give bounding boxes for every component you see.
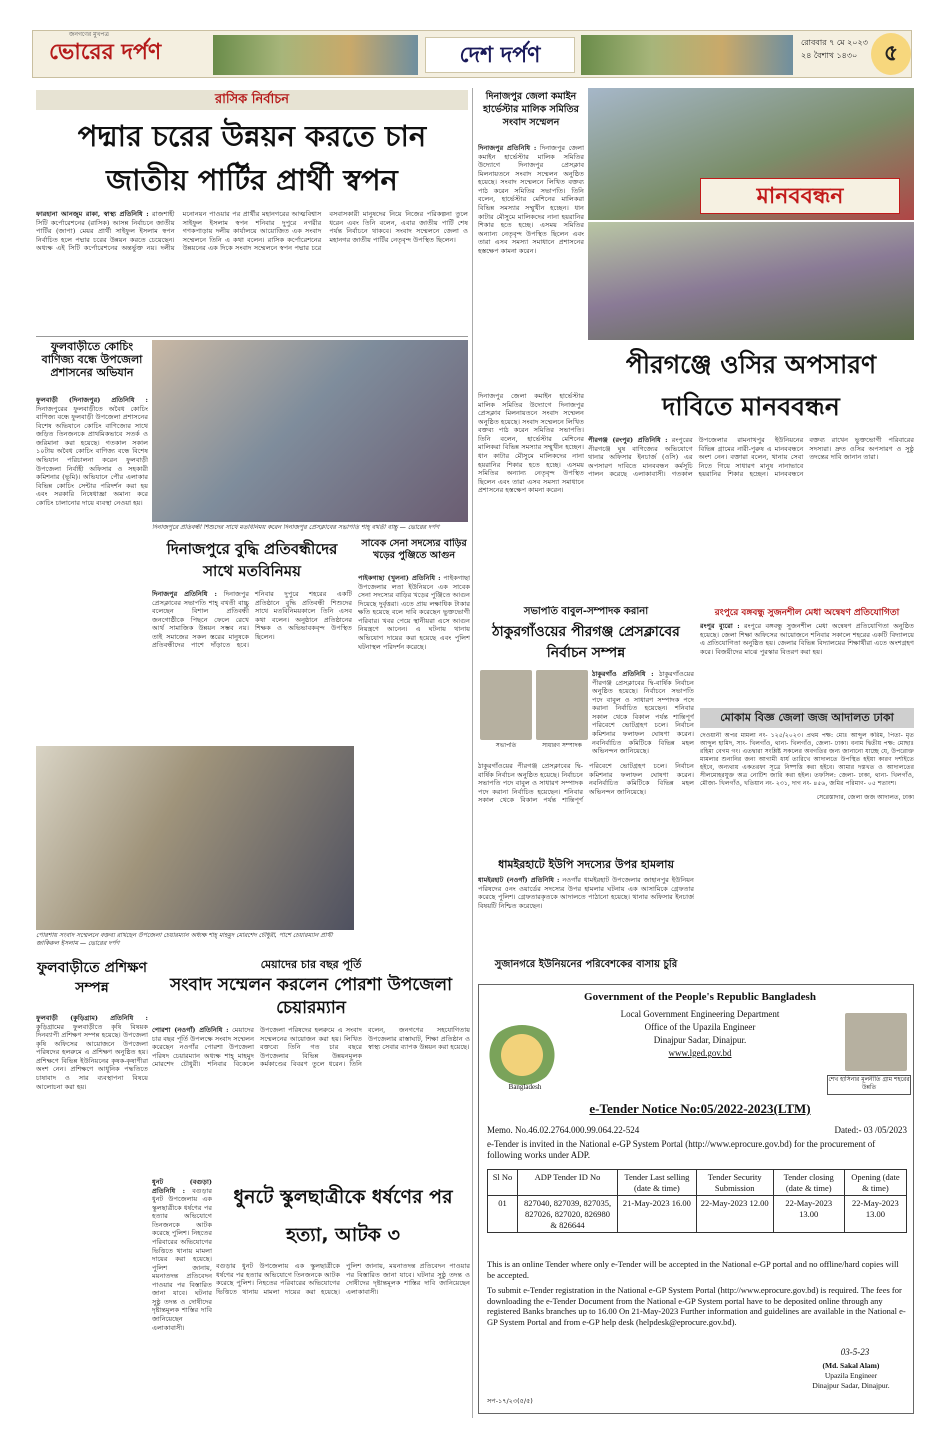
- cell-opening: 22-May-2023 13.00: [844, 1196, 906, 1233]
- lead-body-text: রাজশাহী সিটি কর্পোরেশনের (রাসিক) আসন্ন নির্বাচনে জাতীয় পার্টির (জাপা) মেয়র প্রার্থী সাইফুল ইসলাম স্বপন নির্বাচিত হলে পদ্মার চরের উন্নয়ন করতে চেয়েছেন। অধ্যক্ষ এই সিটি কর্পোরেশনের অন্তর্ভুক্ত নয়। দলীয় মনোনয়ন পাওয়ার পর প্রার্থীর মহানগরের আত্মবিশ্বাস সাইফুল ইসলাম স্বপন শনিবার দুপুরে নগরীর গণকপাড়ায় দলীয় কার্যালয়ে আয়োজিত এক সংবাদ সম্মেলনে তিনি এ কথা বলেন। রাসিক কর্পোরেশনের উন্নয়নের এক দিকে সংবাদ সম্মেলনে স্বপন পদ্মার চরে বসবাসকারী মানুষদের নিয়ে নিজের পরিকল্পনা তুলে ধরেন এবং তিনি বলেন, এবার জাতীয় পার্টি শেষ পর্যন্ত নির্বাচনে থাকবে। সংবাদ সম্মেলনে জেলা ও মহানগর জাতীয় পার্টির নেতৃবৃন্দ উপস্থিত ছিলেন।: [36, 210, 468, 253]
- cell-ids: 827040, 827039, 827035, 827026, 827020, 826980 & 826644: [518, 1196, 618, 1233]
- pirganj-text: রংপুরের পীরগঞ্জে ঘুষ বাণিজ্যের অভিযোগে থানার অফিসার ইনচার্জ (ওসি) এর অপসারণ দাবিতে মানববন্ধন কর্মসূচি পালন করেছে এলাকাবাসী। গতকাল উপজেলার রামনাথপুর ইউনিয়নের বিভিন্ন গ্রামের নারী-পুরুষ এ মানববন্ধনে অংশ নেন। বক্তারা বলেন, থানায় সেবা নিতে গিয়ে সাধারণ মানুষ নানাভাবে হয়রানির শিকার হচ্ছেন। মানববন্ধনে বক্তব্য রাখেন ভুক্তভোগী পরিবারের সদস্যরা। দ্রুত ওসির অপসারণ ও সুষ্ঠু তদন্তের দাবি জানান তারা।: [588, 436, 914, 479]
- disabled-photo-caption: দিনাজপুরে প্রতিবন্ধী শিশুদের সাথে মতবিনিময় করেন দিনাজপুর প্রেসক্লাবের সভাপতি শাহ্ বখতী বাচ্চু — ভোরের দর্পণ: [152, 524, 440, 531]
- signature-title: Upazila Engineer: [824, 1371, 878, 1380]
- president-label: সভাপতি: [495, 742, 517, 749]
- tender-title: e-Tender Notice No:05/2022-2023(LTM): [589, 1101, 811, 1116]
- dhamoirhat-body: [478, 876, 694, 952]
- fulbari-training-headline: ফুলবাড়ীতে প্রশিক্ষণ সম্পন্ন: [36, 960, 148, 996]
- pressclub-text: ঠাকুরগাঁওয়ের পীরগঞ্জ প্রেসক্লাবের দ্বি-বার্ষিক নির্বাচন অনুষ্ঠিত হয়েছে। নির্বাচনে সভাপতি পদে বাবুল ও সাধারণ সম্পাদক পদে করানা নির্বাচিত হয়েছেন। শনিবার সকাল থেকে বিকাল পর্যন্ত শান্তিপূর্ণ পরিবেশে ভোটগ্রহণ চলে। নির্বাচন কমিশনার ফলাফল ঘোষণা করেন। নবনির্বাচিত কমিটিকে বিভিন্ন মহল অভিনন্দন জানিয়েছে।: [592, 670, 694, 756]
- disabled-body: [152, 590, 352, 722]
- porsha-text: মেয়াদের চার বছর পূর্তি উপলক্ষে সংবাদ সম্মেলন করেছেন নওগাঁর পোরশা উপজেলা পরিষদ চেয়ারম্যান অধ্যক্ষ শাহ্ মাহমুদ মোরশেদ চৌধুরী। শনিবার বিকেলে উপজেলা পরিষদের হলরুমে এ সংবাদ সম্মেলনের আয়োজন করা হয়। লিখিত বক্তব্যে তিনি গত চার বছরে উপজেলার বিভিন্ন উন্নয়নমূলক কর্মকাণ্ডের বিবরণ তুলে ধরেন। তিনি বলেন, জনগণের সহযোগিতায় উপজেলার রাস্তাঘাট, শিক্ষা প্রতিষ্ঠান ও স্বাস্থ্য সেবার ব্যাপক উন্নয়ন করা হয়েছে।: [152, 1026, 470, 1069]
- signature-name: (Md. Sakal Alam): [822, 1361, 880, 1370]
- dhamoirhat-byline: ধামইরহাট (নওগাঁ) প্রতিনিধি :: [478, 876, 560, 884]
- portrait-caption: শেখ হাসিনার মূলনীতি গ্রাম শহরের উন্নতি: [827, 1075, 911, 1095]
- tender-memo: Memo. No.46.02.2764.000.99.064.22-524: [487, 1125, 640, 1135]
- brand-name: ভোরের দর্পণ: [49, 39, 162, 65]
- date-line-1: রোববার ৭ মে ২০২৩: [801, 38, 868, 47]
- fulbari-training-text: কুড়িগ্রামের ফুলবাড়ীতে কৃষি বিষয়ক দিনব্যাপী প্রশিক্ষণ সম্পন্ন হয়েছে। উপজেলা কৃষি অফিসের আয়োজনে উপজেলা পরিষদের হলরুমে এ প্রশিক্ষণ অনুষ্ঠিত হয়। প্রশিক্ষণে বিভিন্ন ইউনিয়নের কৃষক-কৃষাণীরা অংশ নেন। প্রশিক্ষণে আধুনিক পদ্ধতিতে চাষাবাদ ও সার ব্যবস্থাপনা বিষয়ে আলোচনা করা হয়।: [36, 1022, 148, 1091]
- disabled-byline: দিনাজপুর প্রতিনিধি :: [152, 590, 217, 598]
- brand-tag: জনগণের মুখপত্র: [69, 31, 109, 38]
- rangpur-body: [700, 622, 914, 704]
- harvester-headline: দিনাজপুর জেলা কমাইন হার্ভেস্টার মালিক সমিতির সংবাদ সম্মেলন: [483, 91, 579, 128]
- porsha-byline: পোরশা (নওগাঁ) প্রতিনিধি :: [152, 1026, 229, 1034]
- pressclub-headline: ঠাকুরগাঁওয়ের পীরগঞ্জ প্রেসক্লাবের নির্বাচন সম্পন্ন: [492, 624, 680, 661]
- army-fire-headline: সাবেক সেনা সদস্যের বাড়ির খড়ের পুঞ্জিতে আগুন: [361, 538, 467, 561]
- dhunot-body-right: [216, 1262, 470, 1414]
- lead-byline: ফারহানা আনজুম রাকা, স্বাস্থ্য প্রতিনিধি :: [36, 210, 149, 218]
- date-box: [801, 37, 868, 63]
- tender-table: [487, 1169, 907, 1233]
- harvester-text: দিনাজপুর জেলা কমাইন হার্ভেস্টার মালিক সমিতির উদ্যোগে দিনাজপুর প্রেসক্লাব মিলনায়তনে সংবাদ সম্মেলন অনুষ্ঠিত হয়েছে। সংবাদ সম্মেলনে লিখিত বক্তব্য পাঠ করেন সমিতির সভাপতি। তিনি বলেন, হার্ভেস্টার মেশিনের মালিকরা বিভিন্ন সমস্যার সম্মুখীন হচ্ছেন। ধান কাটার মৌসুমে মালিকদের নানা হয়রানির শিকার হতে হচ্ছে। এসময় সমিতির অন্যান্য নেতৃবৃন্দ উপস্থিত ছিলেন এবং তারা এসব সমস্যা সমাধানে প্রশাসনের হস্তক্ষেপ কামনা করেন।: [478, 144, 584, 255]
- human-chain-banner: মানববন্ধন: [700, 178, 900, 214]
- pirganj-byline: পীরগঞ্জ (রংপুর) প্রতিনিধি :: [588, 436, 668, 444]
- date-line-2: ২৪ বৈশাখ ১৪৩০: [801, 50, 858, 60]
- col-last-selling: Tender Last selling (date & time): [618, 1170, 697, 1196]
- section-title: দেশ দর্পণ: [425, 37, 575, 73]
- cell-security: 22-May-2023 12.00: [696, 1196, 773, 1233]
- col-sl: Sl No: [488, 1170, 518, 1196]
- col-opening: Opening (date & time): [844, 1170, 906, 1196]
- pressclub-kicker: সভাপতি বাবুল-সম্পাদক করানা: [523, 606, 649, 617]
- tender-logo-text: Bangladesh: [508, 1083, 542, 1091]
- tender-ref: সপ-১৭/২৩(৫/৫): [487, 1397, 533, 1405]
- fulbari-training-body: [36, 1014, 148, 1414]
- col-tender-id: ADP Tender ID No: [518, 1170, 618, 1196]
- lead-headline: পদ্মার চরের উন্নয়ন করতে চান জাতীয় পার্টির প্রার্থী স্বপন: [77, 119, 427, 197]
- disabled-children-photo: [152, 340, 468, 522]
- rangpur-headline: রংপুরে বঙ্গবন্ধু সুজনশীল মেধা অন্বেষণ প্রতিযোগিতা: [714, 608, 900, 618]
- fulbari-drive-body: [36, 396, 148, 722]
- porsha-photo: [36, 746, 354, 930]
- masthead-photo-strip-left: [213, 35, 418, 75]
- porsha-photo-caption: পোরশায় সংবাদ সম্মেলনে বক্তব্য রাখছেন উপজেলা চেয়ারম্যান অধ্যক্ষ শাহ্ মাহমুদ মোরশেদ চৌধুরী, পাশে চেয়ারম্যান প্রার্থী জাকিরুল ইসলাম — ভোরের দর্পণ: [36, 932, 333, 947]
- pressclub-text-cont: ঠাকুরগাঁওয়ের পীরগঞ্জ প্রেসক্লাবের দ্বি-বার্ষিক নির্বাচন অনুষ্ঠিত হয়েছে। নির্বাচনে সভাপতি পদে বাবুল ও সাধারণ সম্পাদক পদে করানা নির্বাচিত হয়েছেন। শনিবার সকাল থেকে বিকাল পর্যন্ত শান্তিপূর্ণ পরিবেশে ভোটগ্রহণ চলে। নির্বাচন কমিশনার ফলাফল ঘোষণা করেন। নবনির্বাচিত কমিটিকে বিভিন্ন মহল অভিনন্দন জানিয়েছে।: [478, 762, 694, 805]
- lead-kicker: রাসিক নির্বাচন: [36, 90, 468, 110]
- fulbari-training-byline: ফুলবাড়ী (কুড়িগ্রাম) প্রতিনিধি :: [36, 1014, 148, 1022]
- dhunot-body-left: [152, 1178, 212, 1414]
- tender-intro: e-Tender is invited in the National e-GP System Portal (http://www.eprocure.gov.bd) for the procurement of following works under ADP.: [487, 1139, 876, 1161]
- porsha-kicker: মেয়াদের চার বছর পূর্তি: [260, 958, 362, 971]
- tender-web-link[interactable]: www.lged.gov.bd: [668, 1048, 732, 1058]
- dhunot-byline: ধুনট (বগুড়া) প্রতিনিধি :: [152, 1178, 212, 1195]
- portrait-photo: [845, 1013, 907, 1071]
- pressclub-body-cont: [478, 762, 694, 852]
- tender-notice: [478, 984, 914, 1414]
- harvester-body: [478, 144, 584, 388]
- army-fire-byline: পাইকগাছা (খুলনা) প্রতিনিধি :: [358, 574, 441, 582]
- secretary-photo: [536, 670, 588, 740]
- cell-last-selling: 21-May-2023 16.00: [618, 1196, 697, 1233]
- tender-address: Dinajpur Sadar, Dinajpur.: [653, 1035, 747, 1045]
- president-photo: [480, 670, 532, 740]
- table-row: [488, 1196, 907, 1233]
- porsha-body: [152, 1026, 470, 1174]
- dhunot-text: বগুড়ার ধুনট উপজেলায় এক স্কুলছাত্রীকে ধর্ষণের পর হত্যার অভিযোগে তিনজনকে আটক করেছে পুলিশ। নিহতের পরিবারের অভিযোগের ভিত্তিতে থানায় মামলা দায়ের করা হয়েছে। পুলিশ জানায়, ময়নাতদন্ত প্রতিবেদন পাওয়ার পর বিস্তারিত জানা যাবে। ঘটনার সুষ্ঠু তদন্ত ও দোষীদের দৃষ্টান্তমূলক শাস্তির দাবি জানিয়েছেন এলাকাবাসী।: [152, 1186, 212, 1332]
- tender-govt: Government of the People's Republic Bangladesh: [584, 991, 816, 1003]
- court-notice-title: মোকাম বিজ্ঞ জেলা জজ আদালত ঢাকা: [700, 708, 914, 728]
- dhunot-headline: ধুনটে স্কুলছাত্রীকে ধর্ষণের পর হত্যা, আটক ৩: [233, 1186, 453, 1246]
- masthead: [32, 30, 912, 78]
- dhunot-text-cont: বগুড়ার ধুনট উপজেলায় এক স্কুলছাত্রীকে ধর্ষণের পর হত্যার অভিযোগে তিনজনকে আটক করেছে পুলিশ। নিহতের পরিবারের অভিযোগের ভিত্তিতে থানায় মামলা দায়ের করা হয়েছে। পুলিশ জানায়, ময়নাতদন্ত প্রতিবেদন পাওয়ার পর বিস্তারিত জানা যাবে। ঘটনার সুষ্ঠু তদন্ত ও দোষীদের দৃষ্টান্তমূলক শাস্তির দাবি জানিয়েছেন এলাকাবাসী।: [216, 1262, 470, 1296]
- court-notice-body: [700, 732, 914, 958]
- tender-office: Office of the Upazila Engineer: [644, 1022, 756, 1032]
- harvester-byline: দিনাজপুর প্রতিনিধি :: [478, 144, 537, 152]
- signature-date: 03-5-23: [840, 1347, 870, 1357]
- masthead-photo-strip-right: [581, 35, 793, 75]
- pressclub-byline: ঠাকুরগাঁও প্রতিনিধি :: [592, 670, 654, 678]
- porsha-headline: সংবাদ সম্মেলন করলেন পোরশা উপজেলা চেয়ারম্যান: [169, 975, 453, 1018]
- brand-logo: [49, 31, 162, 67]
- cell-closing: 22-May-2023 13.00: [773, 1196, 844, 1233]
- fulbari-drive-headline: ফুলবাড়ীতে কোচিং বাণিজ্য বন্ধে উপজেলা প্রশাসনের অভিযান: [41, 340, 143, 379]
- secretary-label: সাধারণ সম্পাদক: [542, 742, 582, 749]
- dhamoirhat-text: নওগাঁর ধামইরহাট উপজেলার জাহানপুর ইউনিয়ন পরিষদের ৫নং ওয়ার্ডের সদস্যের উপর হামলার ঘটনায় এক আসামিকে গ্রেফতার করেছে পুলিশ। গ্রেফতারকৃতকে আদালতে পাঠানো হয়েছে। থানার অফিসার ইনচার্জ বিষয়টি নিশ্চিত করেছেন।: [478, 876, 694, 910]
- dhamoirhat-headline: ধামইরহাটে ইউপি সদস্যের উপর হামলায়: [498, 858, 674, 871]
- harvester-text-cont: দিনাজপুর জেলা কমাইন হার্ভেস্টার মালিক সমিতির উদ্যোগে দিনাজপুর প্রেসক্লাব মিলনায়তনে সংবাদ সম্মেলন অনুষ্ঠিত হয়েছে। সংবাদ সম্মেলনে লিখিত বক্তব্য পাঠ করেন সমিতির সভাপতি। তিনি বলেন, হার্ভেস্টার মেশিনের মালিকরা বিভিন্ন সমস্যার সম্মুখীন হচ্ছেন। ধান কাটার মৌসুমে মালিকদের নানা হয়রানির শিকার হতে হচ্ছে। এসময় সমিতির অন্যান্য নেতৃবৃন্দ উপস্থিত ছিলেন এবং তারা এসব সমস্যা সমাধানে প্রশাসনের হস্তক্ষেপ কামনা করেন।: [478, 392, 584, 495]
- lead-body: [36, 210, 468, 334]
- tender-table-header: [488, 1170, 907, 1196]
- col-closing: Tender closing (date & time): [773, 1170, 844, 1196]
- tender-footer-1: This is an online Tender where only e-Tender will be accepted in the National e-GP portal and no offline/hard copies will be accepted.: [487, 1259, 899, 1280]
- court-notice-text: দেওয়ানী অপর মামলা নং- ১২৫/২০২৩। প্রথম পক্ষ: মোঃ আব্দুল করিম, পিতা- মৃত আব্দুল হামিদ, সাং- খিলগাঁও, থানা- খিলগাঁও, জেলা- ঢাকা। বনাম দ্বিতীয় পক্ষ: মোছাঃ রহিমা বেগম গং। এতদ্বারা সংশ্লিষ্ট সকলের অবগতির জন্য জানানো যাচ্ছে যে, উপরোক্ত মামলার শুনানির জন্য আগামী ধার্য তারিখে আদালতে উপস্থিত হইয়া কারণ দর্শাইতে হইবে, অন্যথায় একতরফা সূত্রে নিষ্পত্তি করা হইবে। আমার দস্তখত ও আদালতের সীলমোহরযুক্ত অত্র নোটিশ জারি করা হইল। তফসিল: জেলা- ঢাকা, থানা- খিলগাঁও, মৌজা- খিলগাঁও, খতিয়ান নং- ২৩১, দাগ নং- ৪৫৬, জমির পরিমাণ- ০৫ শতাংশ।: [700, 732, 914, 788]
- fulbari-drive-byline: ফুলবাড়ী (দিনাজপুর) প্রতিনিধি :: [36, 396, 148, 404]
- pirganj-body: [588, 436, 914, 556]
- rangpur-text: রংপুরে বঙ্গবন্ধু সুজনশীল মেধা অন্বেষণ প্রতিযোগিতা অনুষ্ঠিত হয়েছে। জেলা শিক্ষা অফিসের আয়োজনে শনিবার সকালে শহরের একটি বিদ্যালয়ে এ প্রতিযোগিতা অনুষ্ঠিত হয়। জেলার বিভিন্ন বিদ্যালয়ের শিক্ষার্থীরা এতে অংশগ্রহণ করে। বিজয়ীদের মাঝে পুরস্কার বিতরণ করা হয়।: [700, 622, 914, 656]
- fulbari-drive-text: দিনাজপুরের ফুলবাড়ীতে অবৈধ কোচিং বাণিজ্য বন্ধে ফুলবাড়ী উপজেলা প্রশাসনের বিশেষ অভিযানে কোচিং বাণিজ্যের সাথে জড়িত তিনজনকে প্রাথমিকভাবে সতর্ক ও জরিমানা করা হয়েছে। গতকাল সকাল ১০টায় অবৈধ কোচিং বাণিজ্য বন্ধে বিশেষ অভিযান পরিচালনা করেন ফুলবাড়ী উপজেলা নির্বাহী অফিসার ও সহকারী কমিশনার (ভূমি)। অভিযানে পৌর এলাকার বিভিন্ন কোচিং সেন্টার পরিদর্শন করা হয় এবং সরকারি নিষেধাজ্ঞা অমান্য করে কোচিং চালানোর দায়ে ব্যবস্থা নেওয়া হয়।: [36, 404, 148, 507]
- sujanagar-headline: সুজানগরে ইউনিয়নের পরিবেশকের বাসায় চুরি: [494, 959, 678, 970]
- signature-address: Dinajpur Sadar, Dinajpur.: [812, 1381, 890, 1390]
- army-fire-body: [358, 574, 470, 974]
- disabled-headline: দিনাজপুরে বুদ্ধি প্রতিবন্ধীদের সাথে মতবিনিময়: [166, 540, 338, 580]
- tender-dated: Dated:- 03 /05/2023: [834, 1125, 907, 1135]
- pirganj-body-left: [478, 392, 584, 596]
- tender-dept: Local Government Engineering Department: [620, 1009, 780, 1019]
- tender-footer-2: To submit e-Tender registration in the National e-GP System Portal (http://www.eprocure.gov.bd) is required. The fees for downloading the e-Tender Document from the National e-GP System portal have to be deposited online through any registered Banks branches up to 16.00 On 21-May-2023 Further information and guidelines are available in the National e-GP System Portal and from e-GP help desk (helpdesk@eprocure.gov.bd).: [487, 1285, 906, 1327]
- army-fire-text: পাইকগাছা উপজেলার লতা ইউনিয়নে এক সাবেক সেনা সদস্যের বাড়ির খড়ের পুঞ্জিতে আগুন দিয়েছে দুর্বৃত্তরা। এতে প্রায় লক্ষাধিক টাকার ক্ষতি হয়েছে বলে দাবি করেছেন ভুক্তভোগী পরিবার। খবর পেয়ে স্থানীয়রা এসে আগুন নিয়ন্ত্রণে আনেন। এ ঘটনায় থানায় অভিযোগ দায়ের করা হয়েছে এবং পুলিশ ঘটনাস্থল পরিদর্শন করেছে।: [358, 574, 470, 651]
- disabled-text: দিনাজপুর প্রেসক্লাবের সভাপতি শাহ্ বখতী বাচ্চু বলেছেন বিশাল প্রতিবন্ধী জনগোষ্ঠীকে পিছনে ফেলে রেখে আর্থ সামাজিক উন্নয়ন সম্ভব নয়। তাই সমাজের সকল স্তরের মানুষকে প্রতিবন্ধীদের পাশে দাঁড়াতে হবে। শনিবার দুপুরে শহরের একটি প্রতিষ্ঠানে বুদ্ধি প্রতিবন্ধী শিশুদের সাথে মতবিনিময়কালে তিনি এসব কথা বলেন। অনুষ্ঠানে প্রতিষ্ঠানের শিক্ষক ও অভিভাবকবৃন্দ উপস্থিত ছিলেন।: [152, 590, 352, 650]
- cell-sl: 01: [488, 1196, 518, 1233]
- page-number: ৫: [871, 33, 911, 75]
- col-security: Tender Security Submission: [696, 1170, 773, 1196]
- pressclub-body: [592, 670, 694, 760]
- tender-table-wrap: [487, 1169, 907, 1255]
- court-notice-signature: সেরেস্তাদার, জেলা জজ আদালত, ঢাকা: [816, 794, 914, 802]
- human-chain-photo-2: [588, 222, 914, 340]
- rangpur-byline: রংপুর ব্যুরো :: [700, 622, 740, 630]
- pirganj-headline: পীরগঞ্জে ওসির অপসারণ দাবিতে মানববন্ধন: [625, 350, 877, 421]
